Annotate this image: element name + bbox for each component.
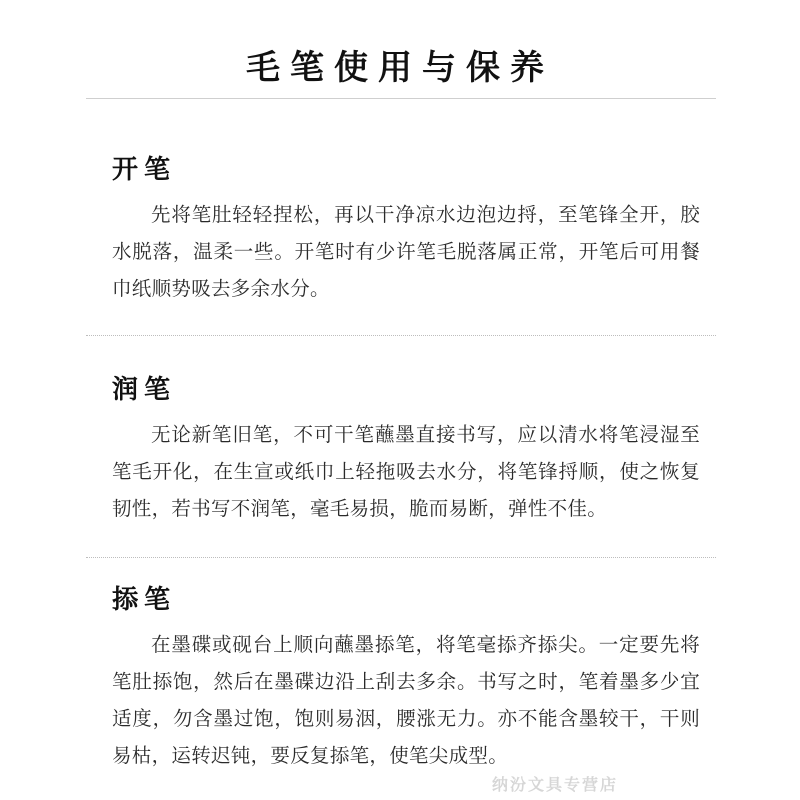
page-title: 毛笔使用与保养 — [246, 48, 554, 88]
section-body-open-brush: 先将笔肚轻轻捏松，再以干净凉水边泡边捋，至笔锋全开，胶水脱落，温柔一些。开笔时有少许笔毛脱落属正常，开笔后可用餐巾纸顺势吸去多余水分。 — [112, 203, 700, 300]
section-body-load-ink: 在墨碟或砚台上顺向蘸墨掭笔，将笔毫掭齐掭尖。一定要先将笔肚掭饱，然后在墨碟边沿上刮去多余。书写之时，笔着墨多少宜适度，勿含墨过饱，饱则易洇，腰涨无力。亦不能含墨较干，干则易枯，运转迟钝，要反复掭笔，使笔尖成型。 — [112, 633, 700, 767]
title-divider — [86, 98, 716, 99]
section-load-ink — [112, 582, 700, 774]
section-heading-load-ink: 掭笔 — [112, 585, 177, 615]
section-moisten-brush — [112, 372, 700, 527]
section-divider — [86, 557, 716, 558]
section-heading-moisten-brush: 润笔 — [112, 375, 177, 405]
section-divider — [86, 335, 716, 336]
section-heading-open-brush: 开笔 — [112, 155, 177, 185]
section-open-brush — [112, 152, 700, 307]
shop-watermark: 纳汾文具专营店 — [492, 775, 619, 794]
section-body-moisten-brush: 无论新笔旧笔，不可干笔蘸墨直接书写，应以清水将笔浸湿至笔毛开化，在生宣或纸巾上轻拖吸去水分，将笔锋捋顺，使之恢复韧性，若书写不润笔，毫毛易损，脆而易断，弹性不佳。 — [112, 423, 700, 520]
